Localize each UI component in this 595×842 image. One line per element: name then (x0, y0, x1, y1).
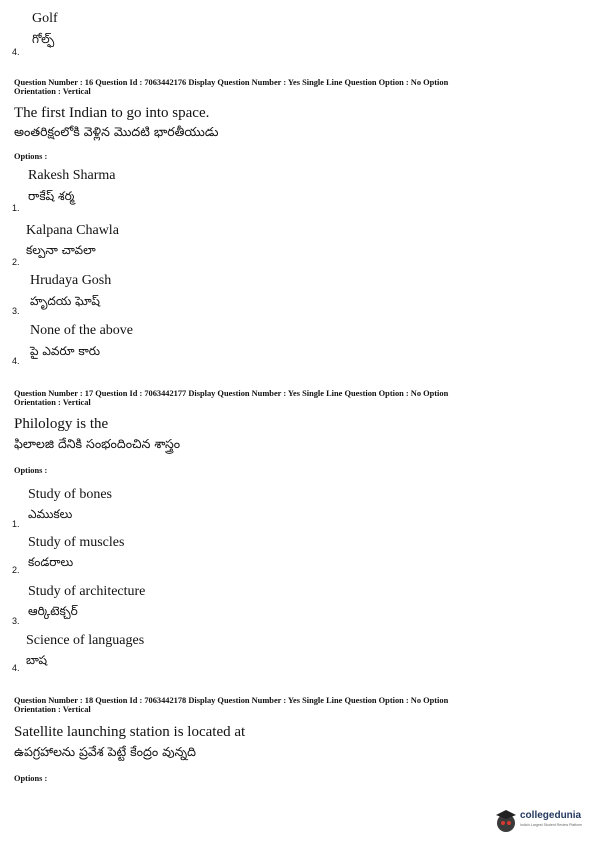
option-en-text: Golf (32, 11, 58, 26)
question-text-en: Satellite launching station is located at (14, 724, 246, 740)
option-number: 2. (12, 565, 20, 575)
options-label: Options : (14, 466, 48, 475)
option-number: 1. (12, 519, 20, 529)
option-number: 2. (12, 257, 20, 267)
option-en-text: Study of bones (28, 487, 112, 502)
option-number: 3. (12, 616, 20, 626)
option-te-text: ఎముకలు (28, 507, 73, 521)
option-number: 1. (12, 203, 20, 213)
option-number: 3. (12, 306, 20, 316)
option-te-text: కల్పనా చావలా (26, 243, 96, 257)
option-te-text: కండరాలు (28, 555, 74, 569)
option-en-text: Rakesh Sharma (28, 168, 116, 183)
option-en-text: Hrudaya Gosh (30, 273, 112, 288)
option-te-text: హృదయ ఘోష్ (30, 294, 100, 308)
option-te-text: పై ఎవరూ కారు (30, 344, 101, 358)
option-en-text: Science of languages (26, 633, 145, 648)
question-text-te: ఫిలాలజి దేనికి సంభందించిన శాస్త్రం (14, 436, 181, 451)
graduate-icon (494, 808, 518, 836)
question-text-en: The first Indian to go into space. (14, 105, 210, 121)
option-te-text: ఆర్కిటెక్చర్ (28, 604, 78, 618)
options-label: Options : (14, 152, 48, 161)
option-te-text: బాష (26, 653, 48, 667)
question-meta-line2: Orientation : Vertical (14, 398, 91, 407)
option-number: 4. (12, 47, 20, 57)
logo-tagline: India's Largest Student Review Platform (520, 823, 583, 827)
options-label: Options : (14, 774, 48, 783)
question-text-en: Philology is the (14, 416, 109, 432)
question-text-te: ఉపగ్రహాలను ప్రవేశ పెట్టే కేంద్రం వున్నది (14, 744, 196, 759)
logo-brand-text: collegedunia (520, 810, 582, 821)
option-te-text: రాకేష్ శర్మ (28, 189, 75, 203)
option-en-text: Study of muscles (28, 535, 125, 550)
question-meta-line2: Orientation : Vertical (14, 87, 91, 96)
question-meta-line1: Question Number : 17 Question Id : 7063442177 Display Question Number : Yes Single Line Question Option : No Option (14, 389, 449, 398)
option-en-text: Kalpana Chawla (26, 223, 119, 238)
question-text-te: అంతరిక్షంలోకి వెళ్లిన మొదటి భారతీయుడు (14, 124, 219, 139)
option-en-text: None of the above (30, 323, 134, 338)
option-en-text: Study of architecture (28, 584, 146, 599)
option-te-text: గోల్ఫ్ (32, 32, 55, 46)
question-meta-line1: Question Number : 16 Question Id : 7063442176 Display Question Number : Yes Single Line Question Option : No Option (14, 78, 449, 87)
option-number: 4. (12, 356, 20, 366)
question-meta-line2: Orientation : Vertical (14, 705, 91, 714)
option-number: 4. (12, 663, 20, 673)
question-meta-line1: Question Number : 18 Question Id : 7063442178 Display Question Number : Yes Single Line Question Option : No Option (14, 696, 449, 705)
